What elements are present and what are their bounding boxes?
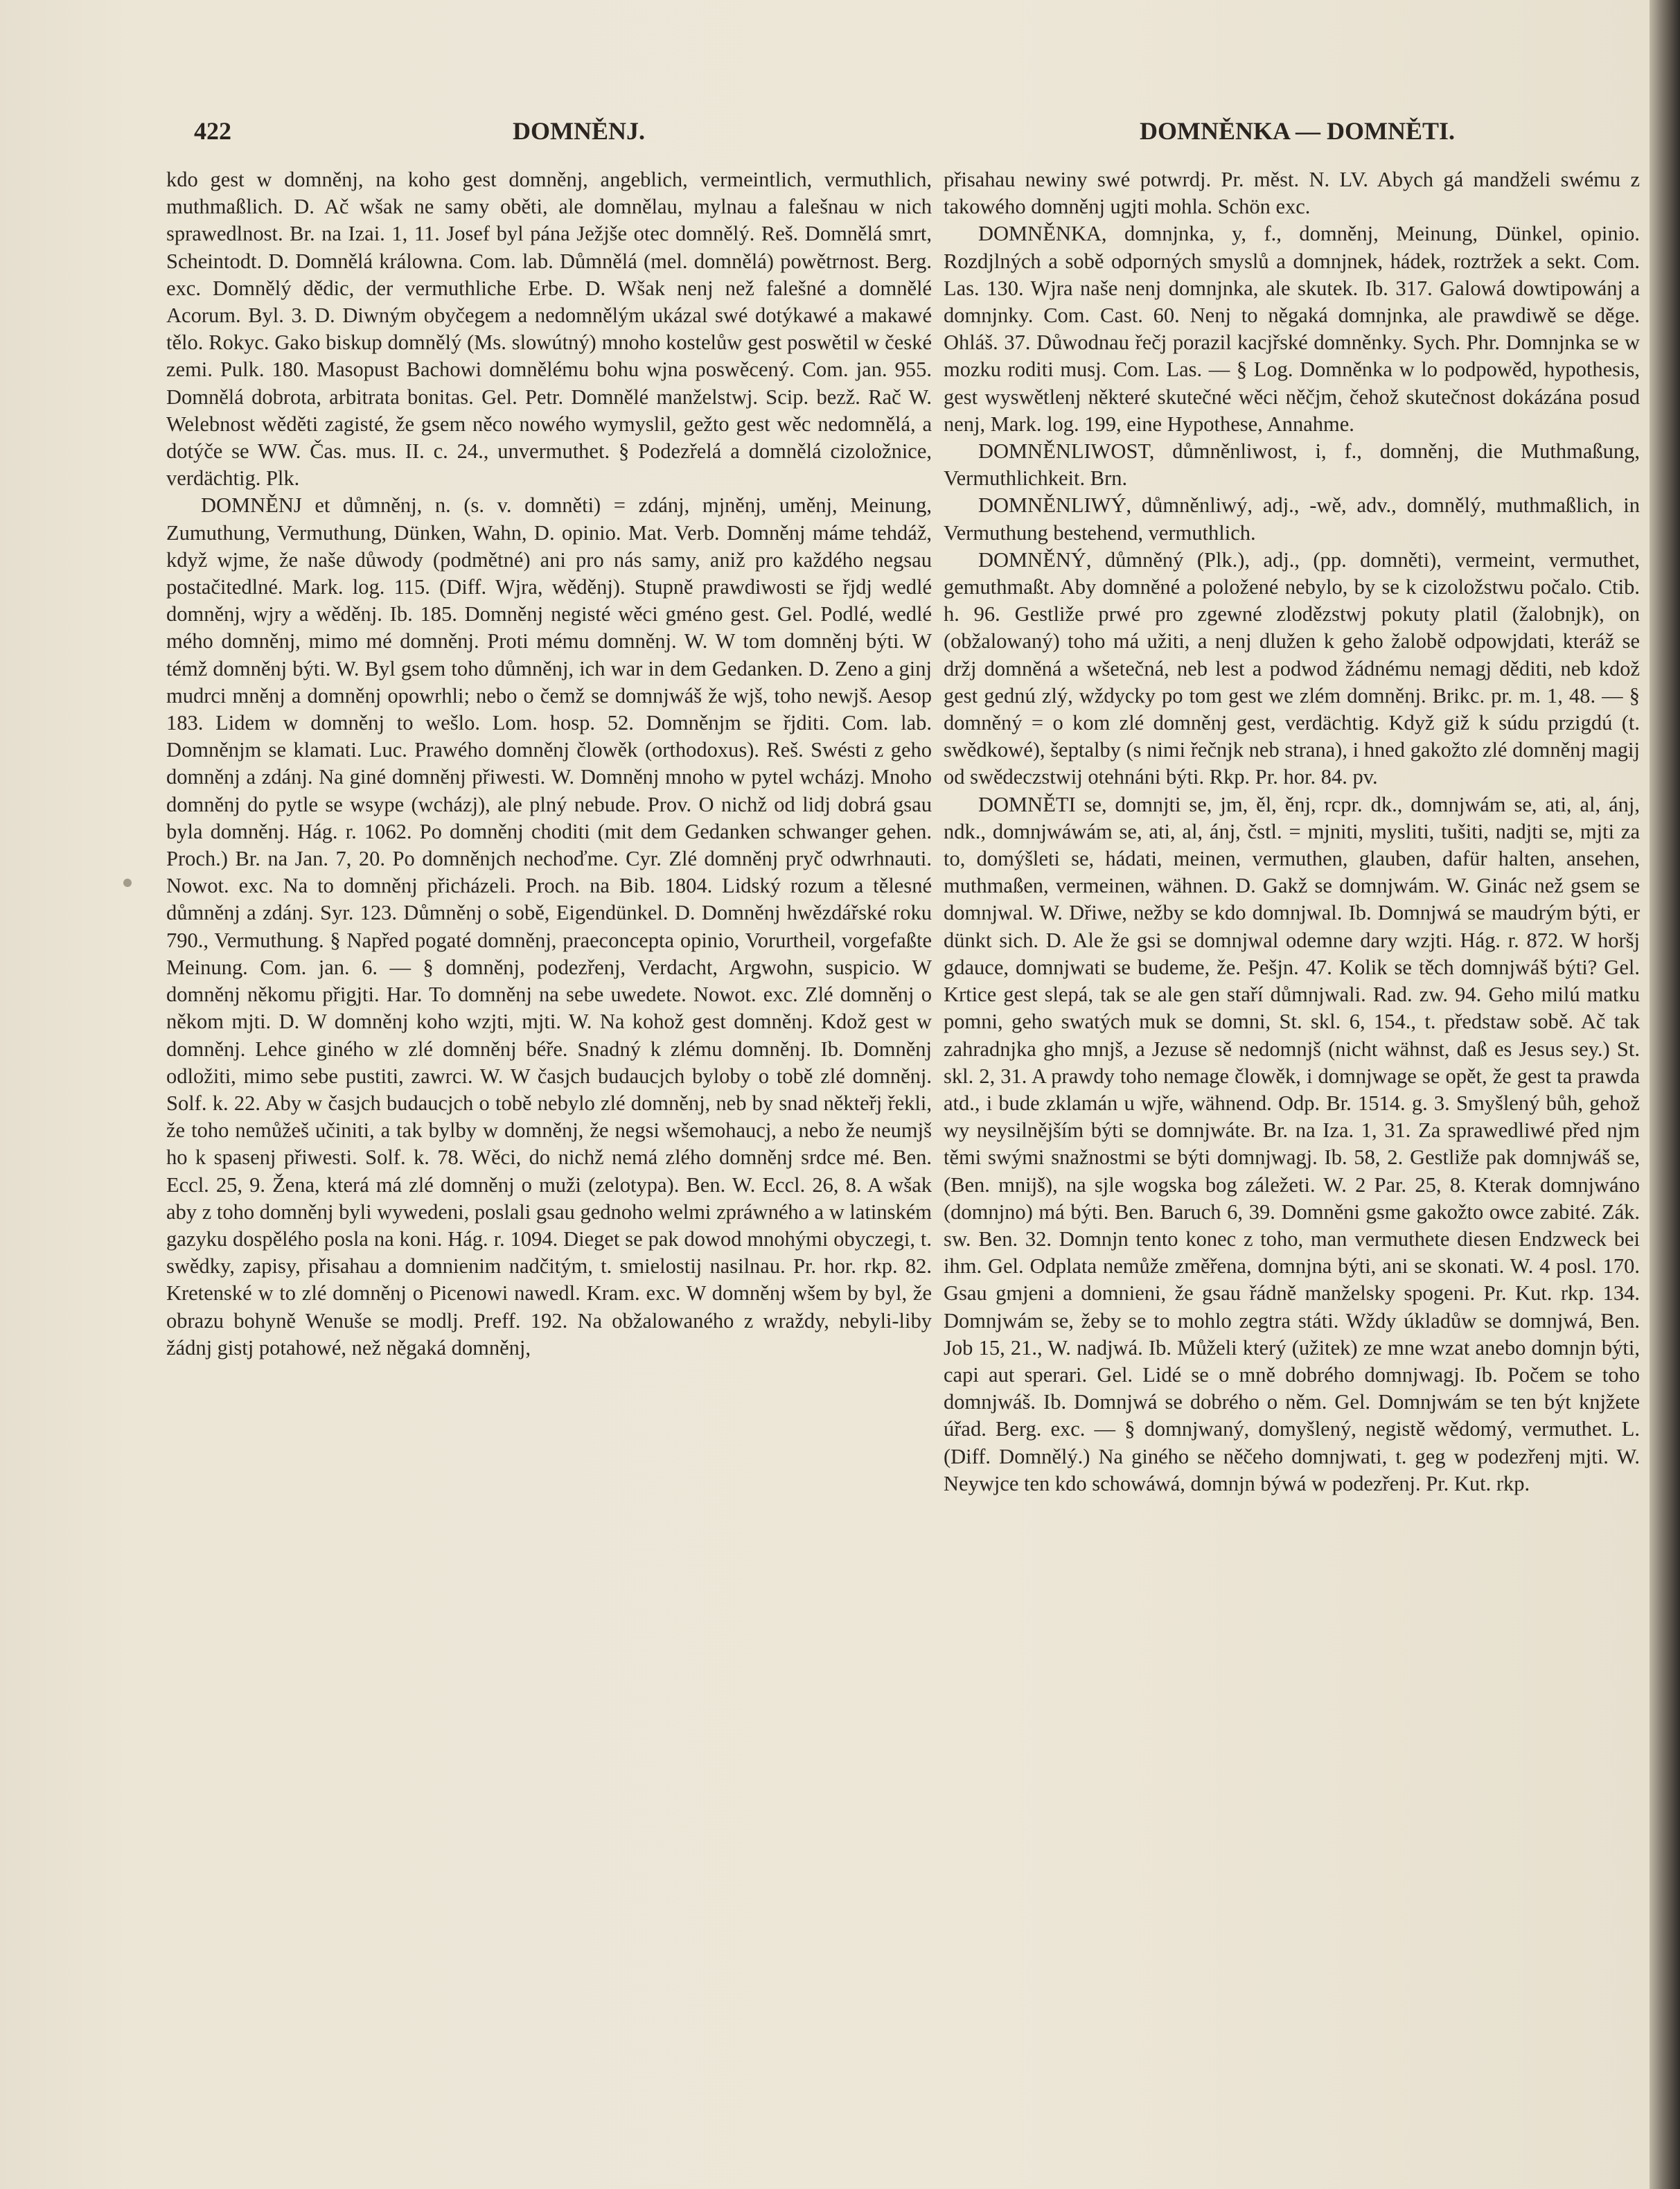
left-column [166,166,932,1362]
page-stain [123,879,132,887]
page-number: 422 [194,117,231,145]
entry-continuation: kdo gest w domněnj, na koho gest domněnj, angeblich, vermeintlich, vermuthlich, muthmaßlich. D. Ač wšak ne samy oběti, ale domnělau, mylnau a falešnau w nich sprawedlnost. Br. na Izai. 1, 11. Josef byl pána Ježjše otec domnělý. Reš. Domnělá smrt, Scheintodt. D. Domnělá králowna. Com. lab. Důmnělá (mel. domnělá) powětrnost. Berg. exc. Domnělý dědic, der vermuthliche Erbe. D. Wšak nenj než falešné a domnělé Acorum. Byl. 3. D. Diwným obyčegem a nedomnělým ukázal swé dotýkawé a makawé tělo. Rokyc. Gako biskup domnělý (Ms. slowútný) mnoho kostelůw gest poswětil w české zemi. Pulk. 180. Masopust Bachowi domnělému bohu wjna poswěcený. Com. jan. 955. Domnělá dobrota, arbitrata bonitas. Gel. Petr. Domnělé manželstwj. Scip. bezž. Rač W. Welebnost wěděti zagisté, že gsem něco nowého wymyslil, gežto gest wěc nedomnělá, a dotýče se WW. Čas. mus. II. c. 24., unvermuthet. § Podezřelá a domnělá cizoložnice, verdächtig. Plk. [166,168,932,491]
right-running-title: DOMNĚNKA — DOMNĚTI. [1139,117,1455,145]
entry-domneny: DOMNĚNÝ, důmněný (Plk.), adj., (pp. domněti), vermeint, vermuthet, gemuthmaßt. Aby domněné a položené nebylo, by se k cizoložstwu počalo. Ctib. h. 96. Gestliže prwé pro zgewné zlodězstwj pokuty platil (žalobnjk), on (obžalowaný) toho má užiti, a nenj dlužen k geho žalobě odpowjdati, kteráž se držj domněná a wšetečná, neb lest a podwod žádnému nemagj děditi, neb kdož gest gednú zlý, wždycky po tom gest we zlém domněnj. Brikc. pr. m. 1, 48. — § domněný = o kom zlé domněnj gest, verdächtig. Když giž k súdu przigdú (t. swědkowé), šeptalby (s nimi řečnjk neb strana), i hned gakožto zlé domněnj magij od swědeczstwij otehnáni býti. Rkp. Pr. hor. 84. pv. [944,547,1640,789]
running-header [194,116,1455,158]
entry-continuation-right: přisahau newiny swé potwrdj. Pr. měst. N. LV. Abych gá mandželi swému z takowého domněnj ugjti mohla. Schön exc. [944,168,1640,219]
right-column [944,166,1640,1497]
page-edge-shadow [1650,0,1680,2189]
entry-domneni: DOMNĚNJ et důmněnj, n. (s. v. domněti) = zdánj, mjněnj, uměnj, Meinung, Zumuthung, Vermuthung, Dünken, Wahn, D. opinio. Mat. Verb. Domněnj máme tehdáž, když wjme, že naše důwody (podmětné) ani pro nás samy, aniž pro každého negsau postačitedlné. Mark. log. 115. (Diff. Wjra, wěděnj). Stupně prawdiwosti se řjdj wedlé domněnj, wjry a wěděnj. Ib. 185. Domněnj negisté wěci gméno gest. Gel. Podlé, wedlé mého domněnj, mimo mé domněnj. Proti mému domněnj. W. W tom domněnj býti. W témž domněnj býti. W. Byl gsem toho důmněnj, ich war in dem Gedanken. D. Zeno a ginj mudrci mněnj a domněnj opowrhli; nebo o čemž se domnjwáš že wjš, toho newjš. Aesop 183. Lidem w domněnj to wešlo. Lom. hosp. 52. Domněnjm se řjditi. Com. lab. Domněnjm se klamati. Luc. Prawého domněnj člowěk (orthodoxus). Reš. Swésti z geho domněnj a zdánj. Na giné domněnj přiwesti. W. Domněnj mnoho w pytel wcházj. Mnoho domněnj do pytle se wsype (wcházj), ale plný nebude. Prov. O nichž od lidj dobrá gsau byla domněnj. Hág. r. 1062. Po domněnj choditi (mit dem Gedanken schwanger gehen. Proch.) Br. na Jan. 7, 20. Po domněnjch nechoďme. Cyr. Zlé domněnj pryč odwrhnauti. Nowot. exc. Na to domněnj přicházeli. Proch. na Bib. 1804. Lidský rozum a tělesné důmněnj a zdánj. Syr. 123. Důmněnj o sobě, Eigendünkel. D. Domněnj hwězdářské roku 790., Vermuthung. § Napřed pogaté domněnj, praeconcepta opinio, Vorurtheil, vorgefaßte Meinung. Com. jan. 6. — § domněnj, podezřenj, Verdacht, Argwohn, suspicio. W domněnj někomu přigjti. Har. To domněnj na sebe uwedete. Nowot. exc. Zlé domněnj o někom mjti. D. W domněnj koho wzjti, mjti. W. Na kohož gest domněnj. Kdož gest w domněnj. Lehce giného w zlé domněnj béře. Snadný k zlému domněnj. Ib. Domněnj odložiti, mimo sebe pustiti, zawrci. W. W časjch budaucjch byloby o tobě zlé domněnj. Solf. k. 22. Aby w časjch budaucjch o tobě nebylo zlé domněnj, neb by snad někteřj řekli, že toho nemůžeš učiniti, a tak bylby w domněnj, že negsi wšemohaucj, a nebo že neumjš ho k spasenj přiwesti. Solf. k. 78. Wěci, do nichž nemá zlého domněnj srdce mé. Ben. Eccl. 25, 9. Žena, která má zlé domněnj o muži (zelotypa). Ben. W. Eccl. 26, 8. A wšak aby z toho domněnj byli wywedeni, poslali gsau gednoho welmi zpráwného a w latinském gazyku dospělého posla na koni. Hág. r. 1094. Dieget se pak dowod mnohými obyczegi, t. swědky, zapisy, přisahau a domnienim nadčitým, t. smielostij nasilnau. Pr. hor. rkp. 82. Kretenské w to zlé domněnj o Picenowi nawedl. Kram. exc. W domněnj wšem by byl, že obrazu bohyně Wenuše se modlj. Preff. 192. Na obžalowaného z wraždy, nebyli-liby žádnj gistj potahowé, než něgaká domněnj, [166,493,932,1360]
entry-domnenliwost: DOMNĚNLIWOST, důmněnliwost, i, f., domněnj, die Muthmaßung, Vermuthlichkeit. Brn. [944,439,1640,491]
left-running-title: DOMNĚNJ. [513,117,645,145]
entry-domneti: DOMNĚTI se, domnjti se, jm, ěl, ěnj, rcpr. dk., domnjwám se, ati, al, ánj, ndk., domnjwáwám se, ati, al, ánj, čstl. = mjniti, mysliti, tušiti, nadjti se, mjti za to, domýšleti se, hádati, meinen, vermuthen, glauben, dafür halten, ansehen, muthmaßen, vermeinen, wähnen. D. Gakž se domnjwám. W. Ginác než gsem se domnjwal. W. Dřiwe, nežby se kdo domnjwal. Ib. Domnjwá se maudrým býti, er dünkt sich. D. Ale že gsi se domnjwal odemne dary wzjti. Hág. r. 872. W horšj gdauce, domnjwati se budeme, že. Pešjn. 47. Kolik se těch domnjwáš býti? Gel. Krtice gest slepá, tak se ale gen staří důmnjwali. Rad. zw. 94. Geho milú matku pomni, geho swatých muk se domni, St. skl. 6, 154., t. předstaw sobě. Ač tak zahradnjka gho mnjš, a Jezuse sě nedomnjš (nicht wähnst, daß es Jesus sey.) St. skl. 2, 31. A prawdy toho nemage člowěk, i domnjwage se opět, že gest ta prawda atd., i bude zklamán u wjře, wähnend. Odp. Br. 1514. g. 3. Smyšlený bůh, gehož wy neysilnějším býti se domnjwáte. Br. na Iza. 1, 31. Za sprawedliwé před njm těmi swými snažnostmi se býti domnjwagj. Ib. 58, 2. Gestliže pak domnjwáš se, (Ben. mnijš), na sjle wogska bog záležeti. W. 2 Par. 25, 8. Kterak domnjwáno (domnjno) má býti. Ben. Baruch 6, 39. Domněni gsme gakožto owce zabité. Zák. sw. Ben. 32. Domnjn tento konec z toho, man vermuthete diesen Endzweck bei ihm. Gel. Odplata nemůže změřena, domnjna býti, ani se skonati. W. 4 posl. 170. Gsau gmjeni a domnieni, že gsau řádně manželsky spogeni. Pr. Kut. rkp. 134. Domnjwám se, žeby se to mohlo zegtra státi. Wždy úkladůw se domnjwá, Ben. Job 15, 21., W. nadjwá. Ib. Můželi který (užitek) ze mne wzat anebo domnjn býti, capi aut sperari. Gel. Lidé se o mně dobrého domnjwagj. Ib. Počem se toho domnjwáš. Ib. Domnjwá se dobrého o něm. Gel. Domnjwám se ten být knjžete úřad. Berg. exc. — § domnjwaný, domyšlený, negistě wědomý, vermuthet. L. (Diff. Domnělý.) Na giného se něčeho domnjwati, t. geg w podezřenj mjti. W. Neywjce ten kdo schowáwá, domnjn býwá w podezřenj. Pr. Kut. rkp. [944,792,1640,1495]
entry-domnenliwy: DOMNĚNLIWÝ, důmněnliwý, adj., -wě, adv., domnělý, muthmaßlich, in Vermuthung bestehend, vermuthlich. [944,493,1640,545]
entry-domnenka: DOMNĚNKA, domnjnka, y, f., domněnj, Meinung, Dünkel, opinio. Rozdjlných a sobě odporných smyslů a domnjnek, hádek, roztržek a sekt. Com. Las. 130. Wjra naše nenj domnjnka, ale skutek. Ib. 317. Galowá dowtipowánj a domnjnky. Com. Cast. 60. Nenj to něgaká domnjnka, ale prawdiwě se děge. Ohláš. 37. Důwodnau řečj porazil kacjřské domněnky. Sych. Phr. Domnjnka se w mozku roditi musj. Com. Las. — § Log. Domněnka w lo podpowěd, hypothesis, gest wyswětlenj některé skutečné wěci něčjm, čehož skutečnost dokázána posud nenj, Mark. log. 199, eine Hypothese, Annahme. [944,222,1640,436]
